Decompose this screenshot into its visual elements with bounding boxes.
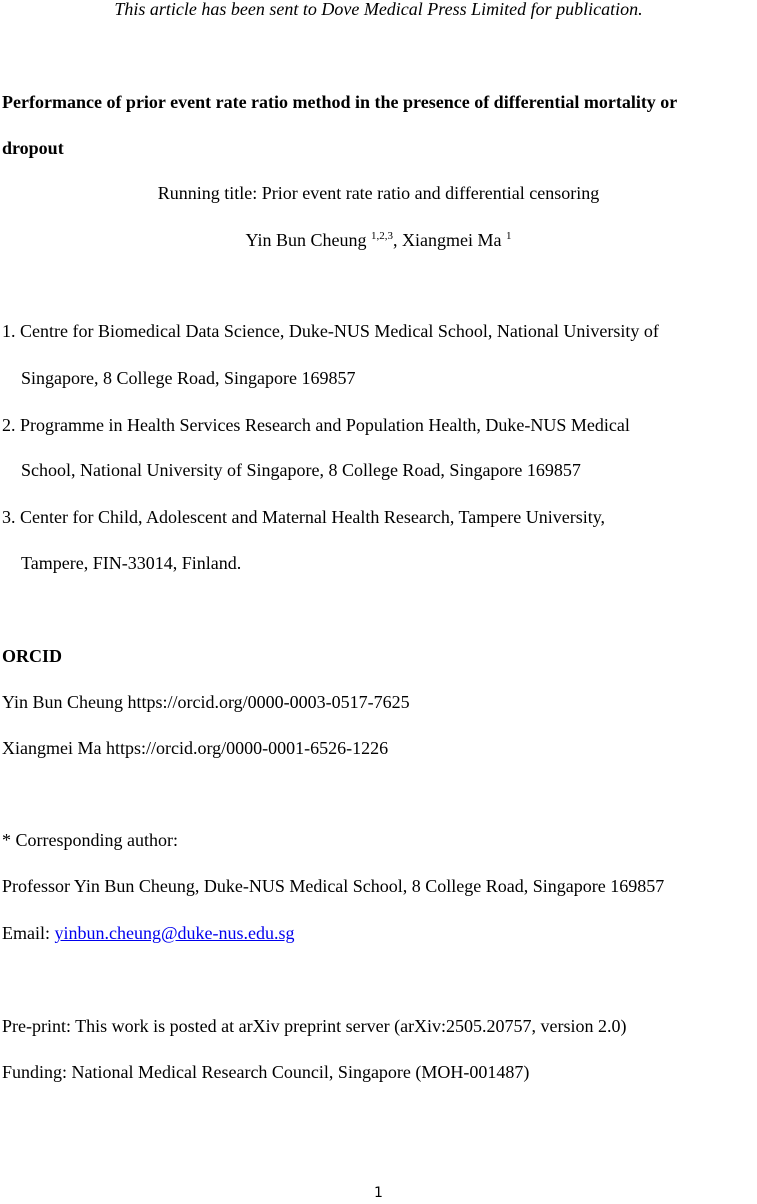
running-title: Running title: Prior event rate ratio and differential censoring <box>157 183 600 203</box>
author-separator: , <box>393 230 403 250</box>
author-name: Xiangmei Ma <box>402 230 502 250</box>
email-label: Email: <box>2 923 55 943</box>
affiliation-3-cont: Tampere, FIN-33014, Finland. <box>21 553 242 573</box>
affiliation-2-cont: School, National University of Singapore, 8 College Road, Singapore 169857 <box>21 460 581 480</box>
orcid-entry: Xiangmei Ma https://orcid.org/0000-0001-6526-1226 <box>2 738 389 758</box>
affiliation-1: 1. Centre for Biomedical Data Science, Duke-NUS Medical School, National University of <box>2 321 659 341</box>
affiliation-2: 2. Programme in Health Services Research and Population Health, Duke-NUS Medical <box>2 415 630 435</box>
email-line <box>2 922 295 944</box>
affiliation-1-cont: Singapore, 8 College Road, Singapore 169857 <box>21 368 356 388</box>
title-line-1: Performance of prior event rate ratio method in the presence of differential mortality or <box>2 92 678 112</box>
orcid-heading: ORCID <box>2 646 63 666</box>
funding-note: Funding: National Medical Research Council, Singapore (MOH-001487) <box>2 1062 530 1082</box>
author-affiliation-sup: 1 <box>506 230 512 242</box>
corresponding-address: Professor Yin Bun Cheung, Duke-NUS Medical School, 8 College Road, Singapore 169857 <box>2 876 665 896</box>
preprint-note: Pre-print: This work is posted at arXiv preprint server (arXiv:2505.20757, version 2.0) <box>2 1016 627 1036</box>
author-name: Yin Bun Cheung <box>245 230 367 250</box>
title-line-2: dropout <box>2 138 64 158</box>
email-link[interactable]: yinbun.cheung@duke-nus.edu.sg <box>54 923 295 943</box>
corresponding-label: * Corresponding author: <box>2 830 178 850</box>
page-number: 1 <box>374 1185 383 1201</box>
author-list <box>0 229 757 251</box>
header-note: This article has been sent to Dove Medical Press Limited for publication. <box>114 0 643 19</box>
author-affiliation-sup: 1,2,3 <box>371 230 394 242</box>
orcid-entry: Yin Bun Cheung https://orcid.org/0000-0003-0517-7625 <box>2 692 410 712</box>
affiliation-3: 3. Center for Child, Adolescent and Maternal Health Research, Tampere University, <box>2 507 606 527</box>
